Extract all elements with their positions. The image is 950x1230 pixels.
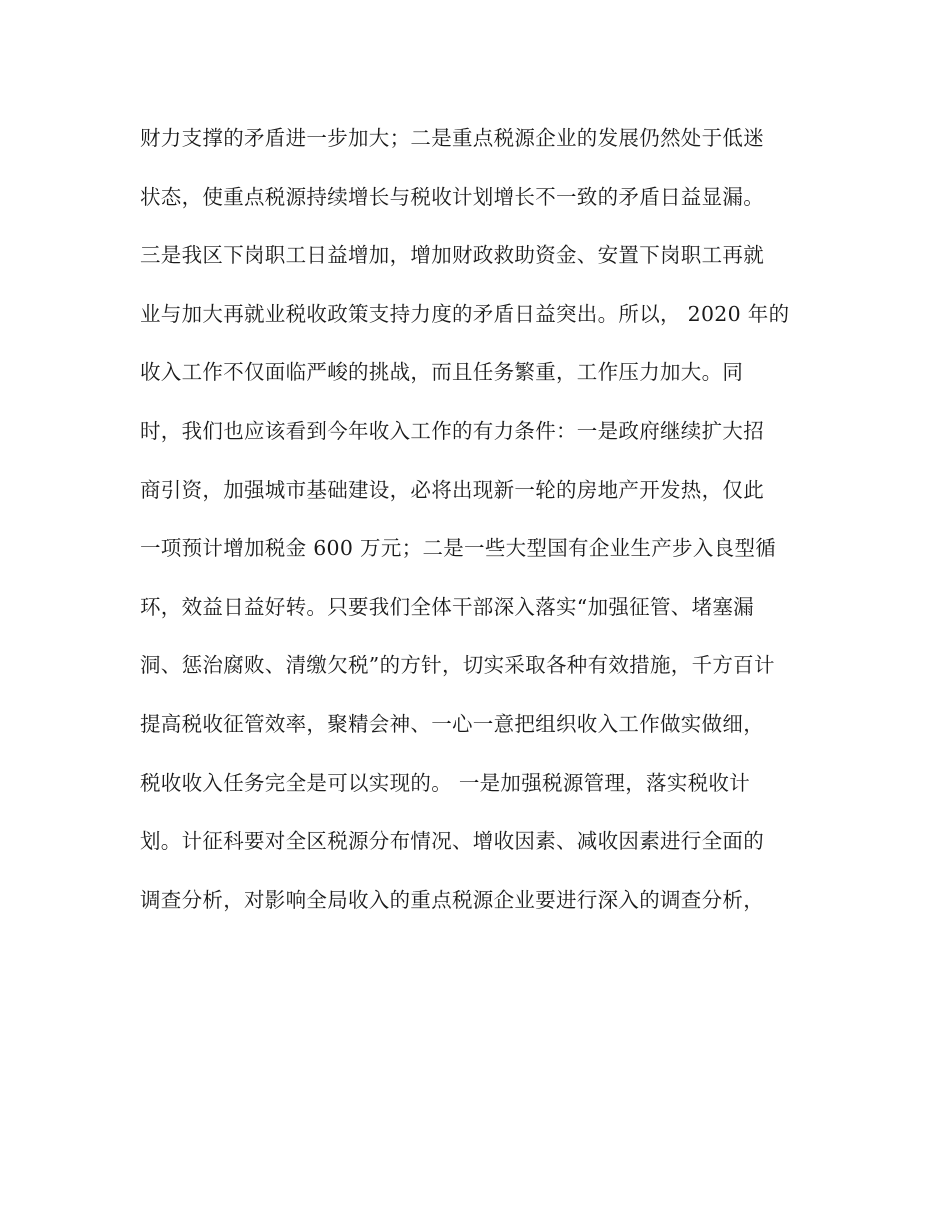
text-line: 一项预计增加税金 600 万元；二是一些大型国有企业生产步入良型循 bbox=[140, 536, 777, 561]
text-line: 业与加大再就业税收政策支持力度的矛盾日益突出。所以， 2020 年的 bbox=[140, 301, 790, 326]
text-line: 税收收入任务完全是可以实现的。 一是加强税源管理，落实税收计 bbox=[140, 770, 751, 795]
text-line: 划。计征科要对全区税源分布情况、增收因素、减收因素进行全面的 bbox=[140, 829, 764, 854]
text-line: 时，我们也应该看到今年收入工作的有力条件：一是政府继续扩大招 bbox=[140, 418, 764, 443]
text-line: 调查分析，对影响全局收入的重点税源企业要进行深入的调查分析， bbox=[140, 887, 764, 912]
text-line: 环，效益日益好转。只要我们全体干部深入落实“加强征管、堵塞漏 bbox=[140, 594, 754, 619]
text-line: 收入工作不仅面临严峻的挑战，而且任务繁重，工作压力加大。同 bbox=[140, 360, 744, 385]
text-line: 提高税收征管效率，聚精会神、一心一意把组织收入工作做实做细， bbox=[140, 711, 764, 736]
document-body bbox=[140, 118, 820, 938]
text-line: 财力支撑的矛盾进一步加大；二是重点税源企业的发展仍然处于低迷 bbox=[140, 126, 764, 150]
text-line: 商引资，加强城市基础建设，必将出现新一轮的房地产开发热，仅此 bbox=[140, 477, 764, 502]
text-line: 状态，使重点税源持续增长与税收计划增长不一致的矛盾日益显漏。 bbox=[140, 184, 764, 209]
text-line: 洞、惩治腐败、清缴欠税”的方针，切实采取各种有效措施，千方百计 bbox=[140, 653, 775, 678]
text-line: 三是我区下岗职工日益增加，增加财政救助资金、安置下岗职工再就 bbox=[140, 243, 764, 268]
